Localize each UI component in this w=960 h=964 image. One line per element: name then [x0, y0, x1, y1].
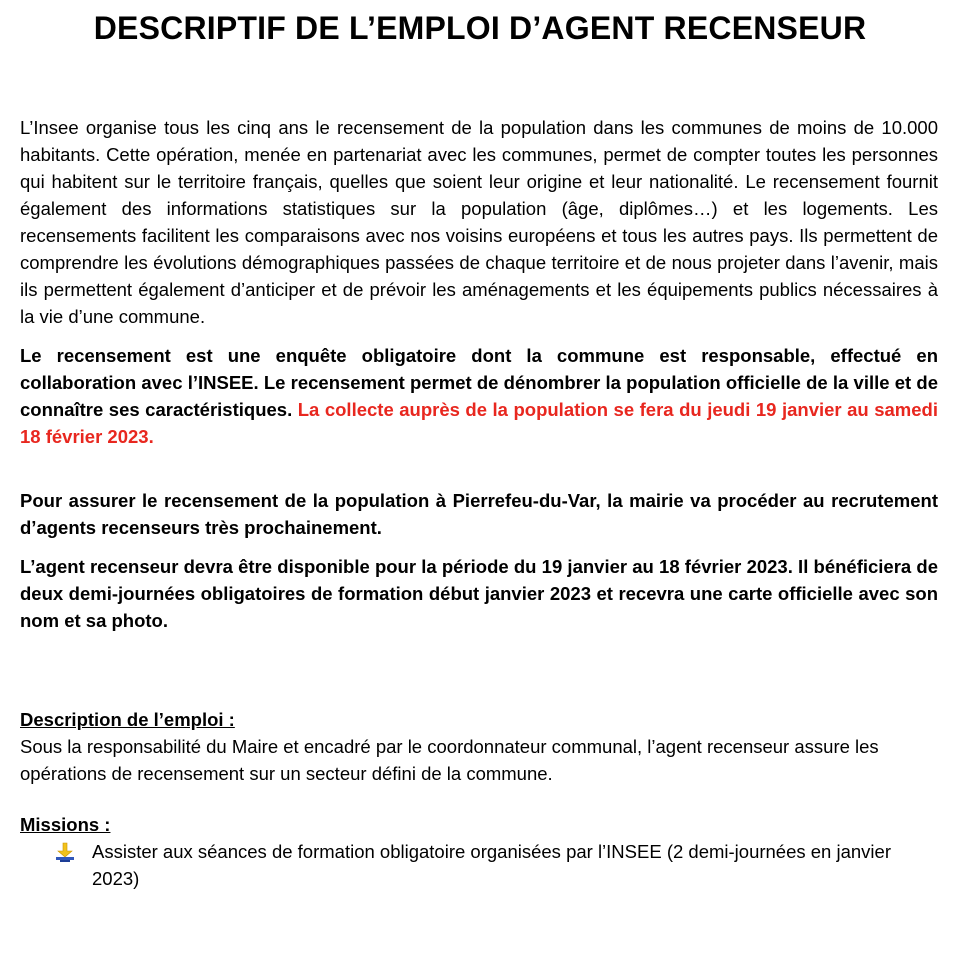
spacer: [20, 450, 938, 487]
availability-paragraph: L’agent recenseur devra être disponible pour la période du 19 janvier au 18 février 2023. Il bénéficiera de deux demi-journées obligatoires de formation début janvier 2023 et recevra une carte officielle avec son nom et sa photo.: [20, 556, 938, 631]
missions-heading: Missions :: [20, 814, 111, 835]
spacer: [20, 541, 938, 553]
spacer: [20, 787, 938, 811]
missions-list: [20, 838, 938, 892]
collection-dates-highlight: La collecte auprès de la population se fera du jeudi 19 janvier au samedi 18 février 2023.: [20, 399, 938, 447]
list-item: [20, 838, 938, 892]
recruitment-paragraph: Pour assurer le recensement de la population à Pierrefeu-du-Var, la mairie va procéder au recrutement d’agents recenseurs très prochainement.: [20, 490, 938, 538]
survey-text: Le recensement est une enquête obligatoire dont la commune est responsable, effectué en collaboration avec l’INSEE. Le recensement permet de dénombrer la population officielle de la ville et de connaître ses caractéristiques.: [20, 345, 938, 420]
job-description-text: Sous la responsabilité du Maire et encadré par le coordonnateur communal, l’agent recenseur assure les opérations de recensement sur un secteur défini de la commune.: [20, 736, 879, 784]
survey-paragraph: [20, 342, 938, 450]
document-title: DESCRIPTIF DE L’EMPLOI D’AGENT RECENSEUR: [93, 10, 867, 46]
intro-paragraph: L’Insee organise tous les cinq ans le recensement de la population dans les communes de moins de 10.000 habitants. Cette opération, menée en partenariat avec les communes, permet de compter toutes les personnes qui habitent sur le territoire français, quelles que soient leur origine et leur nationalité. Le recensement fournit également des informations statistiques sur la population (âge, diplômes…) et les logements. Les recensements facilitent les comparaisons avec nos voisins européens et tous les autres pays. Ils permettent de comprendre les évolutions démographiques passées de chaque territoire et de nous projeter dans l’avenir, mais ils permettent également d’anticiper et de prévoir les aménagements et les équipements publics nécessaires à la vie d’une commune.: [20, 117, 938, 327]
document-body: [20, 114, 938, 892]
arrow-bullet-icon: [54, 842, 76, 864]
spacer: [20, 330, 938, 342]
mission-text: Assister aux séances de formation obligatoire organisées par l’INSEE (2 demi-journées en janvier 2023): [92, 841, 891, 889]
job-description-heading: Description de l’emploi :: [20, 709, 235, 730]
spacer: [20, 634, 938, 706]
